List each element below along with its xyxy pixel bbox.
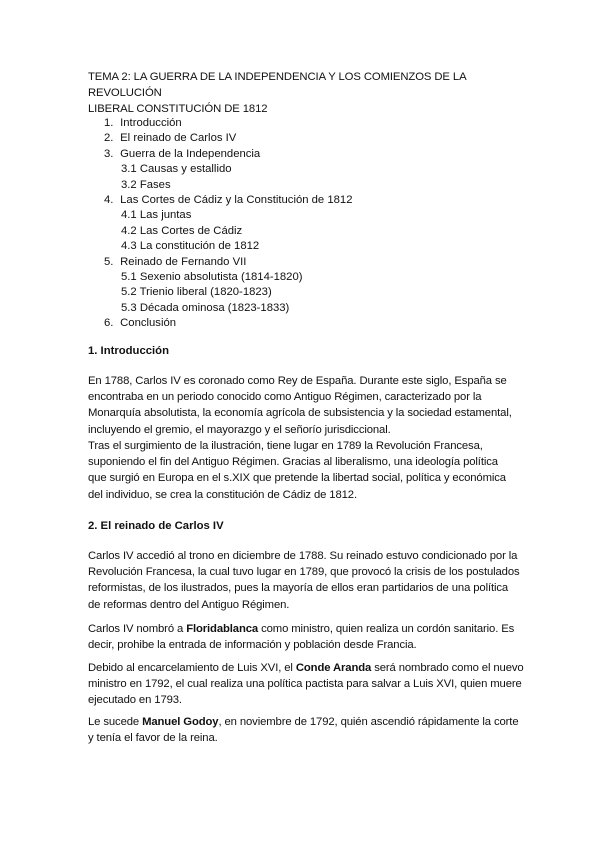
toc-subitem-5-3: 5.3 Década ominosa (1823-1833) xyxy=(121,301,290,314)
text-run: , en noviembre de 1792, quién ascendió rápidamente la corte xyxy=(218,716,519,728)
toc-label: Conclusión xyxy=(120,317,177,330)
toc-label: Las Cortes de Cádiz y la Constitución de 1812 xyxy=(120,193,353,206)
toc-subitem-3-2: 3.2 Fases xyxy=(121,178,171,191)
paragraph-line: ejecutado en 1793. xyxy=(88,694,182,707)
paragraph-2 xyxy=(88,438,528,503)
toc-item-3 xyxy=(104,147,353,162)
paragraph-line: Carlos IV accedió al trono en diciembre de 1788. Su reinado estuvo condicionado por la xyxy=(88,550,518,562)
paragraph-line: y tenía el favor de la reina. xyxy=(88,732,218,745)
paragraph-line: decir, prohibe la entrada de información y población desde Francia. xyxy=(88,639,417,652)
paragraph-line: del individuo, se crea la constitución de Cádiz de 1812. xyxy=(88,488,357,501)
toc-label: Reinado de Fernando VII xyxy=(120,255,247,268)
toc-label: Guerra de la Independencia xyxy=(120,147,261,160)
toc-label: El reinado de Carlos IV xyxy=(120,132,237,145)
paragraph-line xyxy=(88,621,528,637)
toc-label: Introducción xyxy=(120,117,182,129)
paragraph-line: de reformas dentro del Antiguo Régimen. xyxy=(88,598,290,611)
paragraph-6 xyxy=(88,714,528,746)
paragraph-5 xyxy=(88,660,528,709)
paragraph-line: Revolución Francesa, la cual tuvo lugar en 1789, que provocó la crisis de los postulados xyxy=(88,566,520,579)
title-line-1: TEMA 2: LA GUERRA DE LA INDEPENDENCIA Y LOS COMIENZOS DE LA REVOLUCIÓN xyxy=(88,71,466,99)
toc-subitem-4-2: 4.2 Las Cortes de Cádiz xyxy=(121,224,243,237)
toc-number: 5. xyxy=(104,255,114,268)
paragraph-line: ministro en 1792, el cual realiza una política pactista para salvar a Luis XVI, quien muere xyxy=(88,678,522,691)
toc-item-1 xyxy=(104,116,353,131)
toc-number: 6. xyxy=(104,317,114,330)
paragraph-line: Monarquía absolutista, la economía agrícola de subsistencia y la sociedad estamental, xyxy=(88,407,512,420)
paragraph-line: En 1788, Carlos IV es coronado como Rey de España. Durante este siglo, España se xyxy=(88,375,507,387)
paragraph-line: Tras el surgimiento de la ilustración, tiene lugar en 1789 la Revolución Francesa, xyxy=(88,440,483,452)
toc-subitem-4-3: 4.3 La constitución de 1812 xyxy=(121,240,260,253)
toc-subitem-5-1: 5.1 Sexenio absolutista (1814-1820) xyxy=(121,270,303,283)
text-run: será nombrado como el nuevo xyxy=(371,662,524,674)
document-title xyxy=(88,69,528,117)
title-line-2: LIBERAL CONSTITUCIÓN DE 1812 xyxy=(88,103,268,115)
bold-name: Manuel Godoy xyxy=(142,716,219,728)
text-run: Le sucede xyxy=(88,716,143,728)
toc-item-5 xyxy=(104,255,353,270)
toc-item-4 xyxy=(104,193,353,208)
toc-number: 1. xyxy=(104,117,114,129)
toc-subitem-5-2: 5.2 Trienio liberal (1820-1823) xyxy=(121,286,272,299)
paragraph-line xyxy=(88,714,528,730)
paragraph-1 xyxy=(88,373,528,438)
toc-subitem-4-1: 4.1 Las juntas xyxy=(121,209,192,222)
paragraph-line: que surgió en Europa en el s.XIX que pretende la libertad social, política y económica xyxy=(88,472,506,485)
text-run: Debido al encarcelamiento de Luis XVI, el xyxy=(88,662,296,674)
paragraph-line xyxy=(88,660,528,676)
toc-number: 2. xyxy=(104,132,114,145)
section-heading-introduccion: 1. Introducción xyxy=(88,345,169,357)
section-heading-carlos-iv: 2. El reinado de Carlos IV xyxy=(88,520,224,532)
paragraph-line: reformistas, de los ilustrados, pues la mayoría de ellos eran partidarios de una política xyxy=(88,582,509,595)
paragraph-line: incluyendo el gremio, el mayorazgo y el señorío jurisdiccional. xyxy=(88,423,391,436)
paragraph-line: encontraba en un periodo conocido como Antiguo Régimen, caracterizado por la xyxy=(88,391,482,404)
toc-item-2 xyxy=(104,131,353,146)
paragraph-line: suponiendo el fin del Antiguo Régimen. Gracias al liberalismo, una ideología política xyxy=(88,456,498,469)
toc-number: 4. xyxy=(104,193,114,206)
toc-number: 3. xyxy=(104,147,114,160)
toc-item-6 xyxy=(104,316,353,331)
paragraph-4 xyxy=(88,621,528,653)
bold-name: Conde Aranda xyxy=(295,662,372,674)
table-of-contents xyxy=(104,116,353,331)
bold-name: Floridablanca xyxy=(186,623,259,635)
paragraph-3 xyxy=(88,548,528,613)
text-run: como ministro, quien realiza un cordón sanitario. Es xyxy=(258,623,515,635)
text-run: Carlos IV nombró a xyxy=(88,623,187,635)
toc-subitem-3-1: 3.1 Causas y estallido xyxy=(121,163,232,176)
